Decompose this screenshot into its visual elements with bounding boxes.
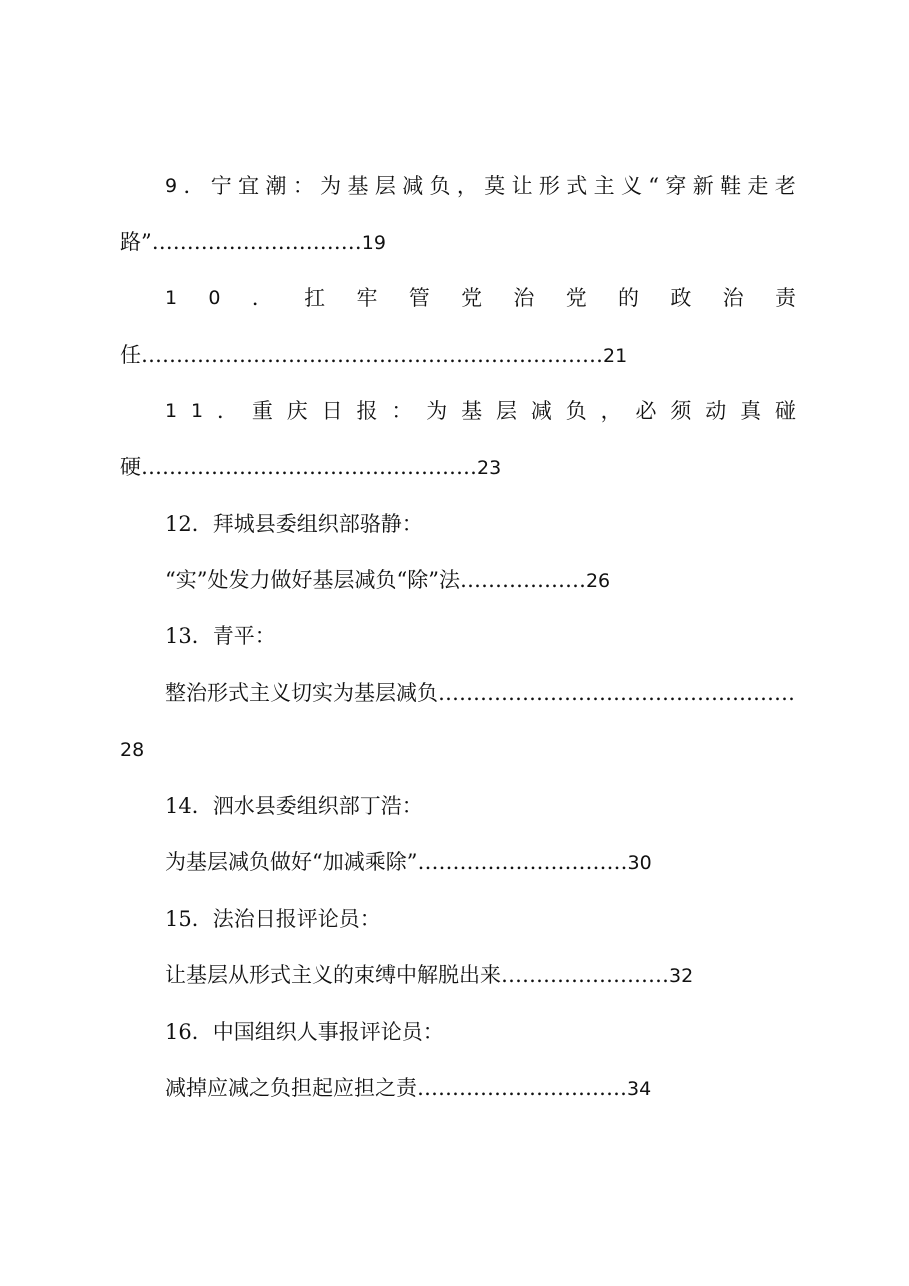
- toc-char: 莫: [484, 174, 506, 198]
- toc-entry-9-page: 19: [361, 232, 386, 254]
- toc-entry-11-line2: [120, 452, 796, 483]
- toc-entry-11-page: 23: [477, 457, 502, 479]
- toc-char: 管: [408, 286, 430, 310]
- toc-entry-15-page: 32: [669, 965, 694, 987]
- toc-entry-12-title: 12．拜城县委组织部骆静：: [165, 512, 423, 536]
- toc-char: ，: [600, 399, 622, 423]
- toc-char: 穿: [665, 174, 687, 198]
- toc-entry-14-title: 14．泗水县委组织部丁浩：: [165, 794, 423, 818]
- toc-char: 新: [692, 174, 714, 198]
- toc-char: 牢: [356, 286, 378, 310]
- toc-char: 老: [774, 174, 796, 198]
- toc-entry-13-page: 28: [120, 739, 145, 761]
- toc-char: 形: [538, 174, 560, 198]
- toc-char: 层: [495, 399, 517, 423]
- toc-entry-13-title: 13．青平：: [165, 624, 276, 648]
- toc-char: 1: [190, 400, 204, 422]
- toc-entry-10-line1: [165, 283, 796, 313]
- toc-char: 宁: [210, 174, 232, 198]
- toc-entry-14-page: 30: [627, 852, 652, 874]
- toc-char: 式: [566, 174, 588, 198]
- toc-char: 鞋: [720, 174, 742, 198]
- toc-char: 真: [740, 399, 762, 423]
- toc-entry-10-page: 21: [603, 345, 628, 367]
- toc-entry-16-title: 16．中国组织人事报评论员：: [165, 1020, 444, 1044]
- toc-char: 重: [251, 399, 273, 423]
- toc-entry-14-line2: [165, 847, 796, 878]
- toc-char: 庆: [286, 399, 308, 423]
- toc-entry-15-leader: 让基层从形式主义的束缚中解脱出来……………………: [165, 963, 669, 987]
- toc-char: 基: [461, 399, 483, 423]
- toc-char: 基: [347, 174, 369, 198]
- toc-char: 潮: [265, 174, 287, 198]
- toc-entry-11-leader: 硬…………………………………………: [120, 455, 477, 479]
- toc-entry-12-page: 26: [585, 570, 611, 592]
- toc-entry-15-line2: [165, 960, 796, 991]
- toc-entry-15-title: 15．法治日报评论员：: [165, 907, 381, 931]
- toc-entry-16-leader: 减掉应减之负担起应担之责…………………………: [165, 1076, 627, 1100]
- toc-char: 为: [320, 174, 342, 198]
- toc-char: 的: [618, 286, 639, 310]
- toc-entry-12-line2: [165, 565, 796, 596]
- toc-char: 义: [620, 174, 642, 198]
- toc-char: 宜: [238, 174, 260, 198]
- toc-char: 让: [511, 174, 533, 198]
- toc-char: 必: [635, 399, 657, 423]
- toc-entry-9-leader: 路”…………………………: [120, 230, 362, 254]
- toc-entry-12-leader: “实”处发力做好基层减负“除”法………………: [165, 568, 586, 592]
- toc-char: 层: [374, 174, 396, 198]
- toc-char: ．: [251, 286, 273, 310]
- toc-char: 治: [722, 286, 744, 310]
- toc-char: 治: [513, 286, 535, 310]
- toc-char: ．: [183, 174, 205, 198]
- toc-char: 负: [429, 174, 451, 198]
- toc-char: ：: [391, 399, 413, 423]
- toc-char: ，: [456, 174, 478, 198]
- toc-char: 扛: [304, 286, 326, 310]
- toc-char: 走: [747, 174, 769, 198]
- toc-entry-9-line2: [120, 227, 796, 258]
- toc-char: 碰: [774, 399, 796, 423]
- toc-char: 动: [705, 399, 727, 423]
- toc-char: 政: [670, 286, 692, 310]
- toc-char: 减: [402, 174, 424, 198]
- toc-char: 报: [356, 399, 378, 423]
- toc-char: 日: [321, 399, 343, 423]
- toc-char: 1: [165, 400, 178, 422]
- toc-char: “: [648, 174, 660, 198]
- toc-entry-9-line1: [165, 171, 796, 201]
- toc-char: 9: [165, 175, 178, 197]
- toc-char: 党: [461, 286, 483, 310]
- toc-char: 1: [165, 287, 178, 309]
- toc-char: 须: [670, 399, 692, 423]
- toc-entry-10-leader: 任…………………………………………………………: [120, 343, 603, 367]
- toc-entry-14-leader: 为基层减负做好“加减乘除”…………………………: [165, 850, 628, 874]
- toc-char: 负: [565, 399, 587, 423]
- toc-char: ．: [216, 399, 238, 423]
- toc-char: 为: [426, 399, 448, 423]
- toc-entry-16-page: 34: [627, 1078, 652, 1100]
- toc-char: 主: [593, 174, 615, 198]
- toc-char: ：: [292, 174, 314, 198]
- toc-entry-13-line2: 整治形式主义切实为基层减负……………………………………………: [165, 681, 795, 705]
- toc-entry-16-line2: [165, 1073, 796, 1104]
- toc-char: 责: [774, 286, 796, 310]
- toc-char: 党: [565, 286, 587, 310]
- toc-char: 0: [208, 287, 221, 309]
- toc-entry-10-line2: [120, 340, 796, 371]
- toc-char: 减: [530, 399, 552, 423]
- toc-entry-11-line1: [165, 396, 796, 426]
